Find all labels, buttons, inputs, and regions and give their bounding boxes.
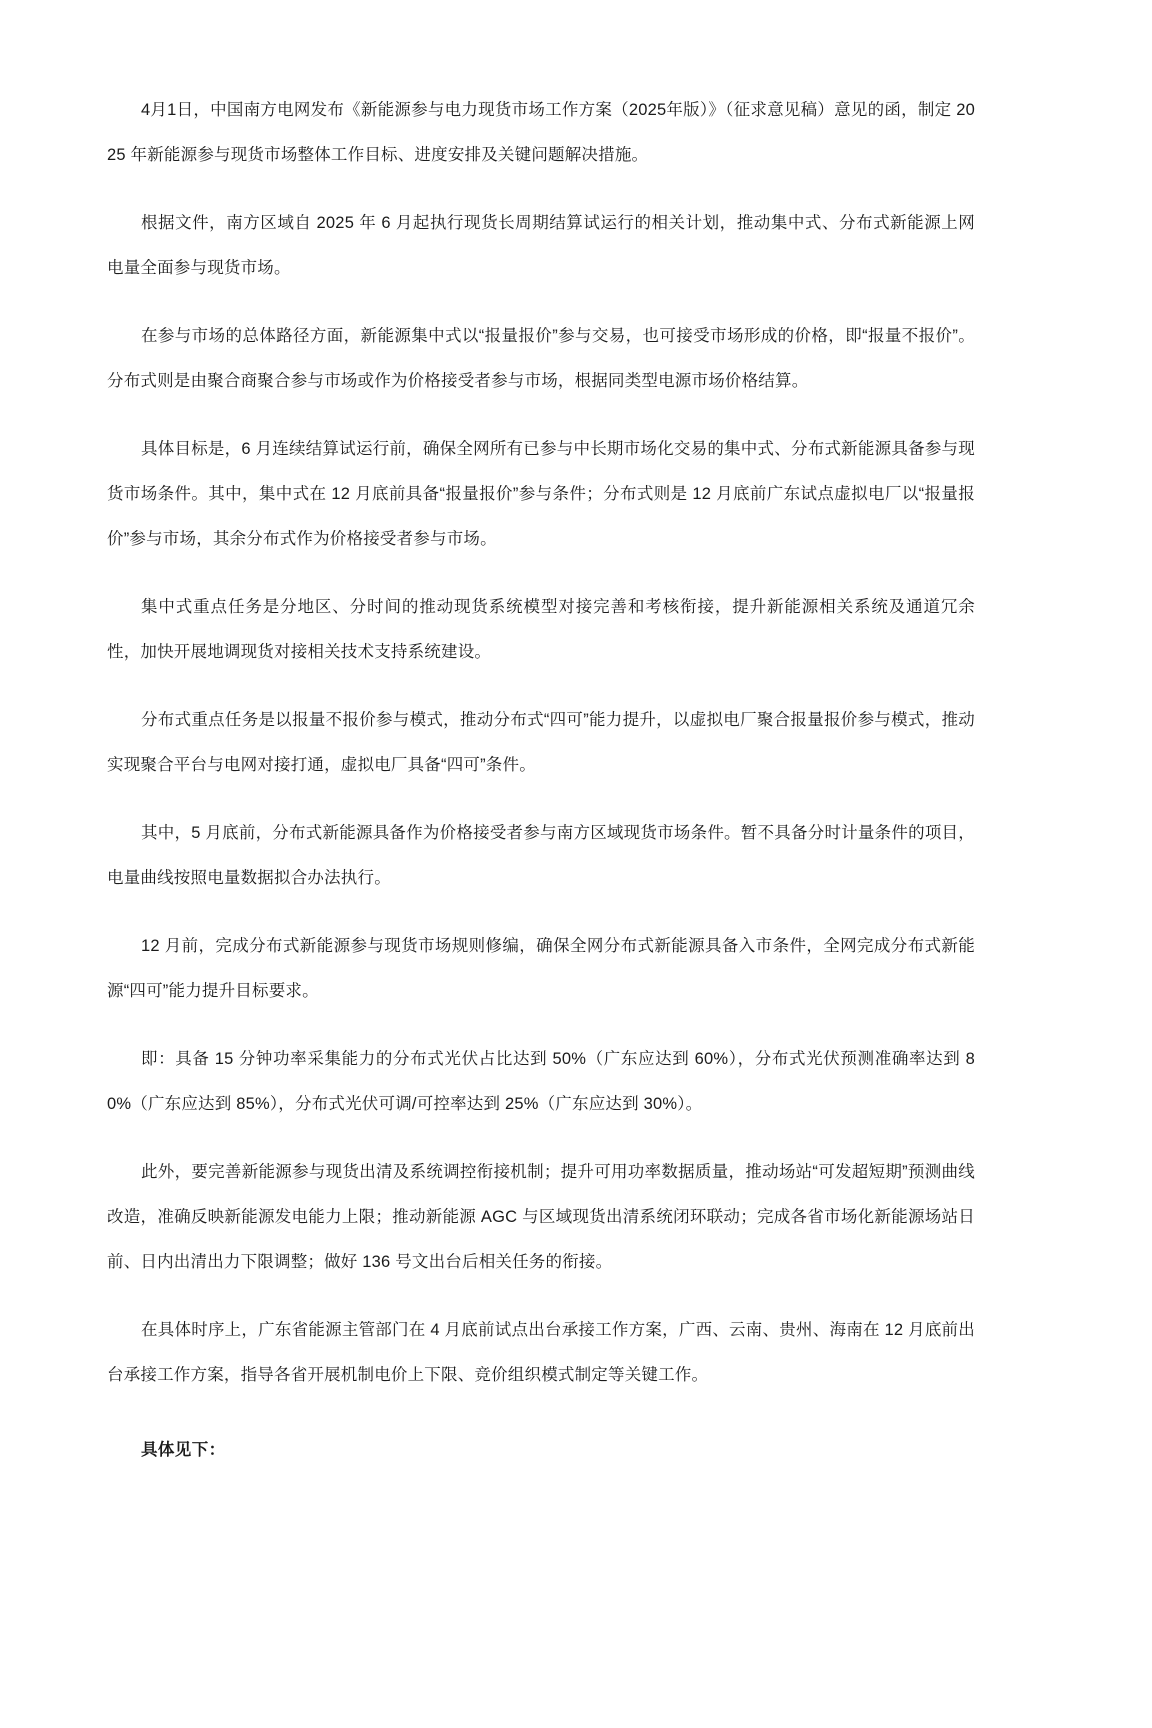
paragraph-7: 其中，5 月底前，分布式新能源具备作为价格接受者参与南方区域现货市场条件。暂不具备分时计量条件的项目，电量曲线按照电量数据拟合办法执行。: [107, 824, 975, 887]
paragraph-6: 分布式重点任务是以报量不报价参与模式，推动分布式“四可”能力提升，以虚拟电厂聚合报量报价参与模式，推动实现聚合平台与电网对接打通，虚拟电厂具备“四可”条件。: [107, 711, 975, 774]
paragraph-10: 此外，要完善新能源参与现货出清及系统调控衔接机制；提升可用功率数据质量，推动场站“可发超短期”预测曲线改造，准确反映新能源发电能力上限；推动新能源 AGC 与区域现货出清系统闭环联动；完成各省市场化新能源场站日前、日内出清出力下限调整；做好 136 号文出台后相关任务的衔接。: [107, 1163, 975, 1271]
paragraph-1: 4月1日，中国南方电网发布《新能源参与电力现货市场工作方案（2025年版）》（征求意见稿）意见的函，制定 2025 年新能源参与现货市场整体工作目标、进度安排及关键问题解决措施。: [107, 101, 975, 164]
paragraph-11: 在具体时序上，广东省能源主管部门在 4 月底前试点出台承接工作方案，广西、云南、贵州、海南在 12 月底前出台承接工作方案，指导各省开展机制电价上下限、竞价组织模式制定等关键工作。: [107, 1321, 975, 1384]
paragraph-12-see-below: 具体见下：: [141, 1441, 226, 1459]
paragraph-3: 在参与市场的总体路径方面，新能源集中式以“报量报价”参与交易，也可接受市场形成的价格，即“报量不报价”。分布式则是由聚合商聚合参与市场或作为价格接受者参与市场，根据同类型电源市场价格结算。: [107, 327, 975, 390]
document-body: [107, 88, 975, 1496]
paragraph-5: 集中式重点任务是分地区、分时间的推动现货系统模型对接完善和考核衔接，提升新能源相关系统及通道冗余性，加快开展地调现货对接相关技术支持系统建设。: [107, 598, 975, 661]
paragraph-9: 即：具备 15 分钟功率采集能力的分布式光伏占比达到 50%（广东应达到 60%），分布式光伏预测准确率达到 80%（广东应达到 85%），分布式光伏可调/可控率达到 25%（广东应达到 30%）。: [107, 1050, 975, 1113]
paragraph-2: 根据文件，南方区域自 2025 年 6 月起执行现货长周期结算试运行的相关计划，推动集中式、分布式新能源上网电量全面参与现货市场。: [107, 214, 975, 277]
paragraph-4: 具体目标是，6 月连续结算试运行前，确保全网所有已参与中长期市场化交易的集中式、分布式新能源具备参与现货市场条件。其中，集中式在 12 月底前具备“报量报价”参与条件；分布式则是 12 月底前广东试点虚拟电厂以“报量报价”参与市场，其余分布式作为价格接受者参与市场。: [107, 440, 975, 548]
paragraph-8: 12 月前，完成分布式新能源参与现货市场规则修编，确保全网分布式新能源具备入市条件，全网完成分布式新能源“四可”能力提升目标要求。: [107, 937, 975, 1000]
